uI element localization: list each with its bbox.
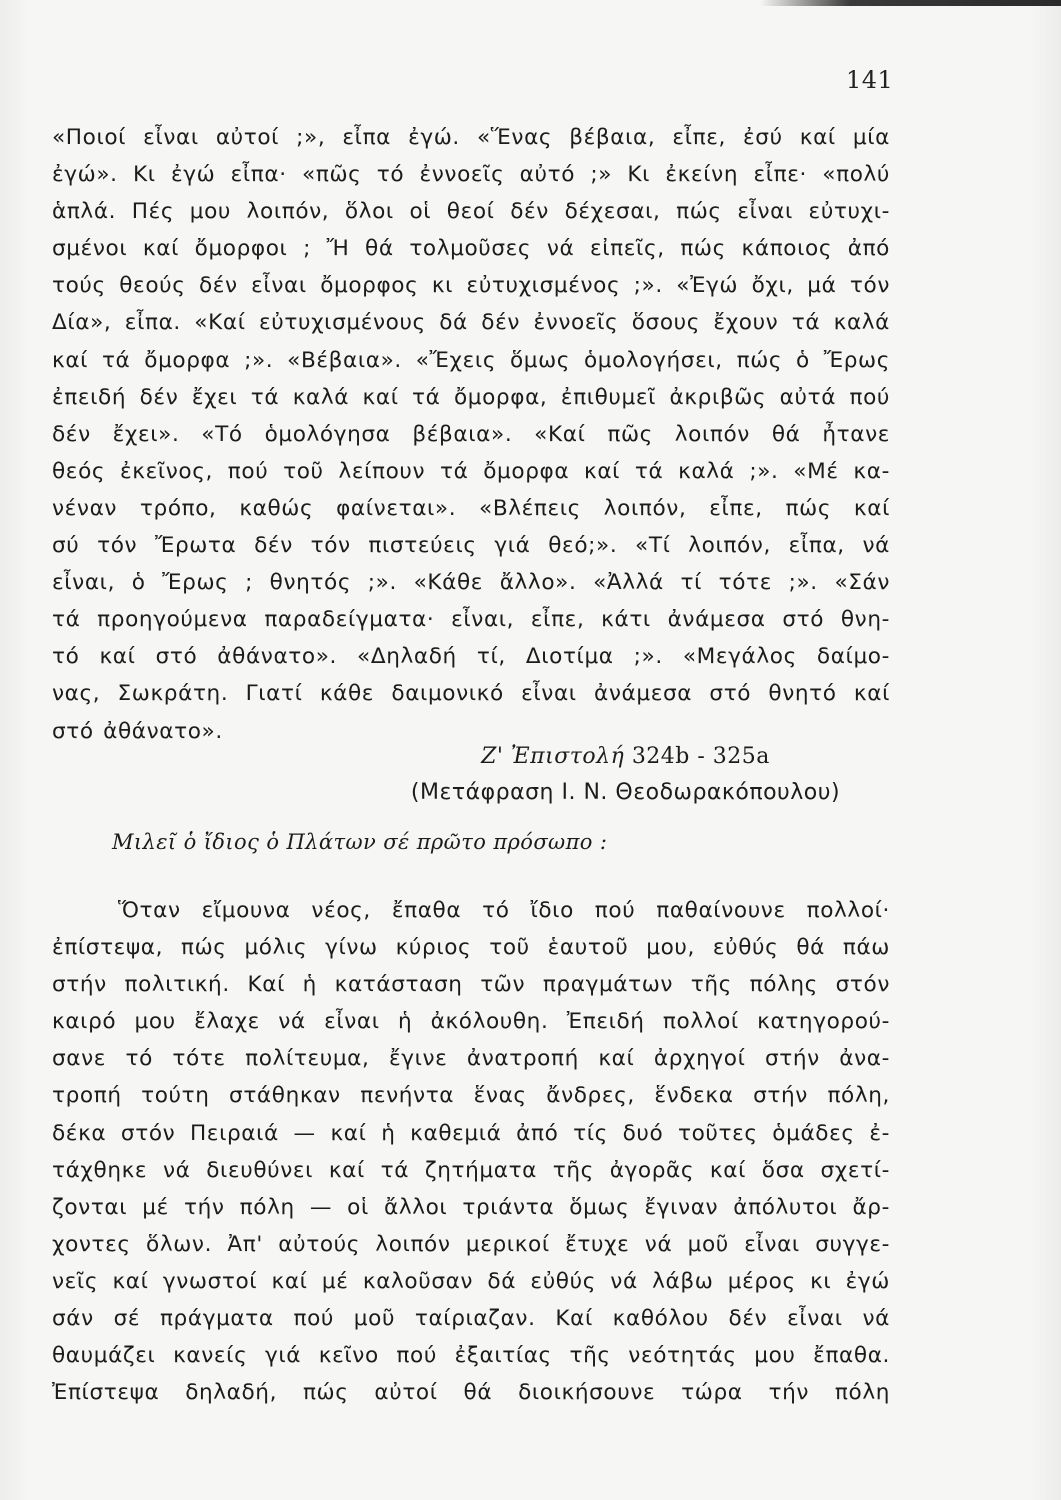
text-line: σανε τό τότε πολίτευμα, ἔγινε ἀνατροπή καί ἀρχηγοί στήν ἀνα-	[52, 1046, 890, 1072]
text-line: δέκα στόν Πειραιά — καί ἡ καθεμιά ἀπό τίς δυό τοῦτες ὁμάδες ἐ-	[52, 1120, 890, 1146]
text-line: ἐπίστεψα, πώς μόλις γίνω κύριος τοῦ ἑαυτοῦ μου, εὐθύς θά πάω	[52, 935, 890, 961]
text-line: καιρό μου ἔλαχε νά εἶναι ἡ ἀκόλουθη. Ἐπειδή πολλοί κατηγορού-	[52, 1009, 890, 1035]
text-line: νας, Σωκράτη. Γιατί κάθε δαιμονικό εἶναι ἀνάμεσα στό θνητό καί	[52, 681, 890, 707]
text-line: Ἐπίστεψα δηλαδή, πώς αὐτοί θά διοικήσουνε τώρα τήν πόλη	[52, 1380, 890, 1406]
text-line: τροπή τούτη στάθηκαν πενήντα ἕνας ἄνδρες, ἕνδεκα στήν πόλη,	[52, 1083, 890, 1109]
paragraph-letter	[52, 892, 890, 1411]
text-line: τούς θεούς δέν εἶναι ὄμορφος κι εὐτυχισμένος ;». «Ἐγώ ὄχι, μά τόν	[52, 273, 890, 299]
section-subheading: Μιλεῖ ὁ ἴδιος ὁ Πλάτων σέ πρῶτο πρόσωπο :	[112, 830, 608, 854]
paragraph-dialogue	[52, 119, 890, 750]
text-line: θαυμάζει κανείς γιά κεῖνο πού ἐξαιτίας τῆς νεότητάς μου ἔπαθα.	[52, 1343, 890, 1369]
heading-title-pages: 324b - 325a	[631, 744, 770, 769]
text-line: τά προηγούμενα παραδείγματα· εἶναι, εἶπε, κάτι ἀνάμεσα στό θνη-	[52, 607, 890, 633]
text-line: Ὅταν εἴμουνα νέος, ἔπαθα τό ἴδιο πού παθαίνουνε πολλοί·	[118, 898, 890, 923]
text-line: ἐγώ». Κι ἐγώ εἶπα· «πῶς τό ἐννοεῖς αὐτό ;» Κι ἐκείνη εἶπε· «πολύ	[52, 162, 890, 188]
text-line: σμένοι καί ὄμορφοι ; Ἤ θά τολμοῦσες νά εἰπεῖς, πώς κάποιος ἀπό	[52, 236, 890, 262]
text-line: εἶναι, ὁ Ἔρως ; θνητός ;». «Κάθε ἄλλο». «Ἀλλά τί τότε ;». «Σάν	[52, 570, 890, 596]
page-number: 141	[846, 66, 894, 94]
text-line: ζονται μέ τήν πόλη — οἱ ἄλλοι τριάντα ὅμως ἔγιναν ἀπόλυτοι ἄρ-	[52, 1194, 890, 1220]
text-line: σύ τόν Ἔρωτα δέν τόν πιστεύεις γιά θεό;». «Τί λοιπόν, εἶπα, νά	[52, 533, 890, 559]
text-line: δέν ἔχει». «Τό ὁμολόγησα βέβαια». «Καί πῶς λοιπόν θά ἦτανε	[52, 421, 890, 447]
text-line: ἁπλά. Πές μου λοιπόν, ὅλοι οἱ θεοί δέν δέχεσαι, πώς εἶναι εὐτυχι-	[52, 199, 890, 225]
text-line: τό καί στό ἀθάνατο». «Δηλαδή τί, Διοτίμα ;». «Μεγάλος δαίμο-	[52, 644, 890, 670]
translation-credit: (Μετάφραση Ι. Ν. Θεοδωρακόπουλου)	[410, 780, 841, 805]
text-line: στό ἀθάνατο».	[52, 718, 223, 744]
section-heading	[95, 744, 1061, 769]
scan-edge-shadow	[760, 0, 1061, 6]
heading-title-italic: Ζ' Ἐπιστολή	[481, 744, 625, 769]
text-line: Δία», εἶπα. «Καί εὐτυχισμένους δά δέν ἐννοεῖς ὅσους ἔχουν τά καλά	[52, 310, 890, 336]
text-line: χοντες ὅλων. Ἀπ' αὐτούς λοιπόν μερικοί ἔτυχε νά μοῦ εἶναι συγγε-	[52, 1231, 890, 1257]
text-line: «Ποιοί εἶναι αὐτοί ;», εἶπα ἐγώ. «Ἕνας βέβαια, εἶπε, ἐσύ καί μία	[52, 125, 890, 150]
text-line: στήν πολιτική. Καί ἡ κατάσταση τῶν πραγμάτων τῆς πόλης στόν	[52, 972, 890, 998]
text-line: καί τά ὄμορφα ;». «Βέβαια». «Ἔχεις ὅμως ὁμολογήσει, πώς ὁ Ἔρως	[52, 347, 890, 373]
text-line: νέναν τρόπο, καθώς φαίνεται». «Βλέπεις λοιπόν, εἶπε, πώς καί	[52, 495, 890, 521]
text-line: τάχθηκε νά διευθύνει καί τά ζητήματα τῆς ἀγορᾶς καί ὅσα σχετί-	[52, 1157, 890, 1183]
text-line: ἐπειδή δέν ἔχει τά καλά καί τά ὄμορφα, ἐπιθυμεῖ ἀκριβῶς αὐτά πού	[52, 384, 890, 410]
text-line: νεῖς καί γνωστοί καί μέ καλοῦσαν δά εὐθύς νά λάβω μέρος κι ἐγώ	[52, 1268, 890, 1294]
text-line: θεός ἐκεῖνος, πού τοῦ λείπουν τά ὄμορφα καί τά καλά ;». «Μέ κα-	[52, 458, 890, 484]
text-line: σάν σέ πράγματα πού μοῦ ταίριαζαν. Καί καθόλου δέν εἶναι νά	[52, 1306, 890, 1332]
